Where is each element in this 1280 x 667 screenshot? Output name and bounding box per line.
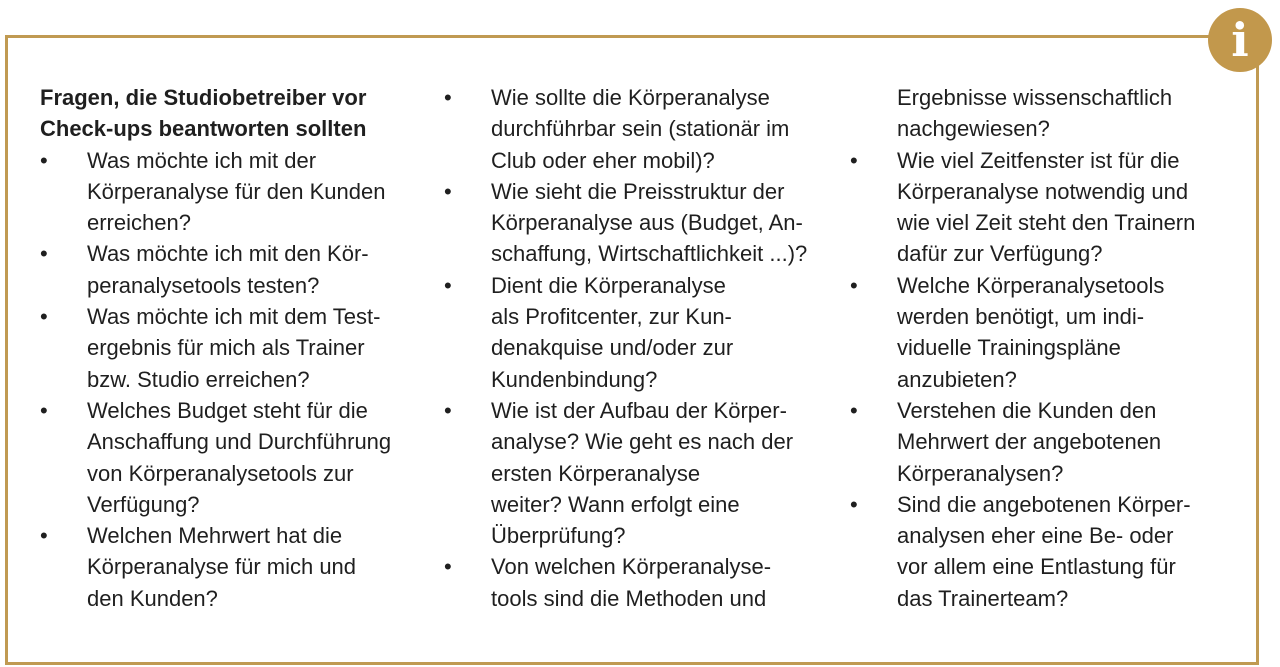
column-1 bbox=[40, 82, 420, 614]
column-2 bbox=[444, 82, 824, 614]
list-item-text: Wie sollte die Körperanalyse durchführbar sein (stationär im Club oder eher mobil)? bbox=[491, 85, 790, 173]
column-3 bbox=[850, 82, 1230, 614]
list-item bbox=[40, 395, 420, 520]
list-item bbox=[850, 489, 1230, 614]
list-item-continuation: Ergebnisse wissenschaftlich nachgewiesen? bbox=[897, 85, 1173, 142]
list-item-text: Welchen Mehrwert hat die Körperanalyse für mich und den Kunden? bbox=[87, 523, 357, 611]
bullet-icon: • bbox=[444, 554, 452, 580]
list-item bbox=[444, 395, 824, 551]
info-icon bbox=[1208, 8, 1272, 72]
list-item-text: Welche Körperanalysetools werden benötigt, um indi- viduelle Trainingspläne anzubieten? bbox=[897, 272, 1165, 392]
bullet-icon: • bbox=[444, 397, 452, 423]
bullet-icon: • bbox=[40, 147, 48, 173]
list-item bbox=[444, 82, 824, 176]
list-item-text: Sind die angebotenen Körper- analysen eher eine Be- oder vor allem eine Entlastung für das Trainerteam? bbox=[897, 491, 1191, 611]
bullet-icon: • bbox=[40, 523, 48, 549]
bullet-icon: • bbox=[850, 272, 858, 298]
bullet-icon: • bbox=[850, 397, 858, 423]
bullet-icon: • bbox=[444, 272, 452, 298]
box-heading: Fragen, die Studiobetreiber vor Check-ups beantworten sollten bbox=[40, 85, 367, 142]
list-item-text: Von welchen Körperanalyse- tools sind die Methoden und bbox=[491, 554, 772, 611]
list-item bbox=[40, 145, 420, 239]
list-item-text: Was möchte ich mit der Körperanalyse für den Kunden erreichen? bbox=[87, 147, 386, 236]
bullet-icon: • bbox=[444, 85, 452, 110]
list-item bbox=[444, 551, 824, 614]
list-item bbox=[40, 238, 420, 301]
list-item-text: Welches Budget steht für die Anschaffung und Durchführung von Körperanalysetools zur Verfügung? bbox=[87, 397, 392, 517]
list-item bbox=[850, 395, 1230, 489]
bullet-icon: • bbox=[40, 397, 48, 423]
bullet-icon: • bbox=[40, 304, 48, 330]
list-item-text: Verstehen die Kunden den Mehrwert der angebotenen Körperanalysen? bbox=[897, 397, 1162, 486]
list-item bbox=[40, 301, 420, 395]
list-item-text: Wie sieht die Preisstruktur der Körperanalyse aus (Budget, An- schaffung, Wirtschaftlichkeit ...)? bbox=[491, 178, 808, 267]
list-item-text: Dient die Körperanalyse als Profitcenter, zur Kun- denakquise und/oder zur Kundenbindung? bbox=[491, 272, 734, 392]
list-item-text: Was möchte ich mit den Kör- peranalysetools testen? bbox=[87, 241, 369, 298]
list-item-text: Wie viel Zeitfenster ist für die Körperanalyse notwendig und wie viel Zeit steht den Trainern dafür zur Verfügung? bbox=[897, 147, 1196, 267]
list-item bbox=[40, 520, 420, 614]
bullet-icon: • bbox=[444, 178, 452, 204]
list-item bbox=[444, 270, 824, 395]
info-icon-glyph: i bbox=[1231, 13, 1249, 67]
list-item bbox=[850, 145, 1230, 270]
bullet-icon: • bbox=[850, 491, 858, 517]
list-item-text: Wie ist der Aufbau der Körper- analyse? Wie geht es nach der ersten Körperanalyse weiter? Wann erfolgt eine Überprüfung? bbox=[491, 397, 794, 549]
bullet-icon: • bbox=[850, 147, 858, 173]
list-item-text: Was möchte ich mit dem Test- ergebnis für mich als Trainer bzw. Studio erreichen? bbox=[87, 304, 381, 392]
list-item bbox=[850, 270, 1230, 395]
bullet-icon: • bbox=[40, 241, 48, 267]
list-item bbox=[444, 176, 824, 270]
